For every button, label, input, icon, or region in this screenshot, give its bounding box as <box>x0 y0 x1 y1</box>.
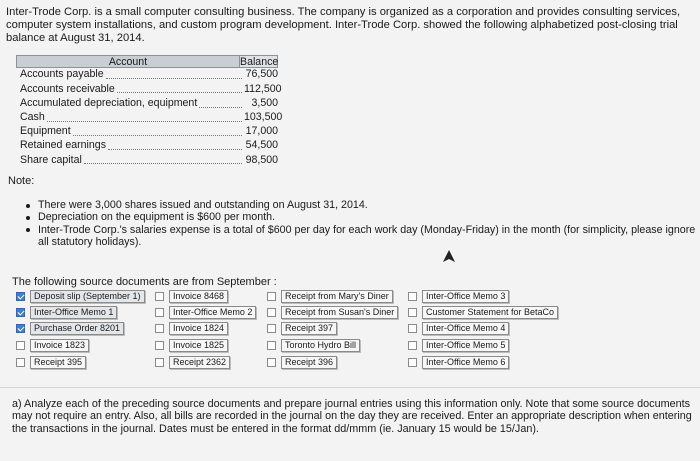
checkbox[interactable] <box>16 308 25 317</box>
balance-column-header: Balance <box>240 56 279 68</box>
checkbox[interactable] <box>16 358 25 367</box>
account-name: Accounts receivable <box>20 82 115 95</box>
source-doc-label[interactable]: Receipt from Susan's Diner <box>281 306 398 319</box>
account-name: Equipment <box>20 125 71 138</box>
account-balance: 54,500 <box>245 139 278 152</box>
mouse-cursor-icon <box>443 250 455 262</box>
source-doc-label[interactable]: Invoice 1824 <box>169 322 228 335</box>
checkbox[interactable] <box>408 324 417 333</box>
source-doc-label[interactable]: Invoice 1823 <box>30 339 89 352</box>
account-balance: 112,500 <box>244 82 282 95</box>
source-doc-inter-office-memo-5[interactable] <box>408 339 509 352</box>
checkbox[interactable] <box>155 292 164 301</box>
source-doc-deposit-slip[interactable] <box>16 290 145 303</box>
table-row <box>16 82 282 96</box>
source-documents-title: The following source documents are from September : <box>12 276 277 288</box>
checkbox[interactable] <box>408 308 417 317</box>
source-doc-receipt-marys-diner[interactable] <box>267 290 393 303</box>
account-balance: 103,500 <box>244 111 283 124</box>
source-doc-receipt-397[interactable] <box>267 322 337 335</box>
source-doc-label[interactable]: Invoice 1825 <box>169 339 228 352</box>
source-doc-label[interactable]: Customer Statement for BetaCo <box>422 306 558 319</box>
source-doc-inter-office-memo-6[interactable] <box>408 356 509 369</box>
source-doc-label[interactable]: Receipt 397 <box>281 322 337 335</box>
trial-balance-table <box>16 55 283 167</box>
section-divider <box>0 387 700 388</box>
checkbox[interactable] <box>267 292 276 301</box>
source-doc-receipt-396[interactable] <box>267 356 337 369</box>
account-balance: 98,500 <box>245 153 278 166</box>
checkbox[interactable] <box>408 358 417 367</box>
account-balance: 3,500 <box>251 96 278 109</box>
table-row <box>16 96 278 110</box>
source-doc-label[interactable]: Receipt 2362 <box>169 356 230 369</box>
source-doc-receipt-395[interactable] <box>16 356 86 369</box>
note-item: Depreciation on the equipment is $600 per month. <box>22 211 700 223</box>
checkbox[interactable] <box>155 358 164 367</box>
source-doc-inter-office-memo-2[interactable] <box>155 306 256 319</box>
account-name: Retained earnings <box>20 139 106 152</box>
checkbox[interactable] <box>16 324 25 333</box>
source-doc-inter-office-memo-4[interactable] <box>408 322 509 335</box>
checkbox[interactable] <box>16 292 25 301</box>
table-row <box>16 111 283 125</box>
account-name: Cash <box>20 111 45 124</box>
account-name: Accumulated depreciation, equipment <box>20 96 198 109</box>
source-doc-label[interactable]: Toronto Hydro Bill <box>281 339 360 352</box>
account-name: Accounts payable <box>20 68 104 81</box>
checkbox[interactable] <box>16 341 25 350</box>
source-doc-label[interactable]: Inter-Office Memo 2 <box>169 306 256 319</box>
checkbox[interactable] <box>267 308 276 317</box>
question-text: a) Analyze each of the preceding source documents and prepare journal entries using this information only. Note that some source documents may not require an entry. Also, all bills are recorded in the journal on the day they are received. Enter an appropriate description when entering the transactions in the journal. Dates must be entered in the format dd/mmm (ie. January 15 would be 15/Jan). <box>12 398 692 435</box>
note-label: Note: <box>8 175 35 187</box>
checkbox[interactable] <box>155 341 164 350</box>
table-row <box>16 68 278 82</box>
source-doc-label[interactable]: Inter-Office Memo 4 <box>422 322 509 335</box>
account-balance: 76,500 <box>245 68 278 81</box>
source-doc-invoice-1824[interactable] <box>155 322 228 335</box>
trial-balance-header <box>16 55 278 68</box>
source-doc-receipt-susans-diner[interactable] <box>267 306 398 319</box>
source-doc-label[interactable]: Inter-Office Memo 1 <box>30 306 117 319</box>
table-row <box>16 139 278 153</box>
source-doc-customer-statement-betaco[interactable] <box>408 306 558 319</box>
source-doc-label[interactable]: Receipt 395 <box>30 356 86 369</box>
source-doc-label[interactable]: Purchase Order 8201 <box>30 322 124 335</box>
source-doc-purchase-order-8201[interactable] <box>16 322 124 335</box>
source-doc-label[interactable]: Deposit slip (September 1) <box>30 290 145 303</box>
checkbox[interactable] <box>408 341 417 350</box>
note-item: Inter-Trode Corp.'s salaries expense is a total of $600 per day for each work day (Monday-Friday) in the month (for simplicity, please ignore all statutory holidays). <box>22 224 700 249</box>
source-doc-label[interactable]: Inter-Office Memo 5 <box>422 339 509 352</box>
source-doc-invoice-8468[interactable] <box>155 290 228 303</box>
checkbox[interactable] <box>155 324 164 333</box>
source-doc-inter-office-memo-3[interactable] <box>408 290 509 303</box>
source-doc-invoice-1825[interactable] <box>155 339 228 352</box>
source-doc-label[interactable]: Receipt from Mary's Diner <box>281 290 393 303</box>
source-doc-inter-office-memo-1[interactable] <box>16 306 117 319</box>
table-row <box>16 153 278 167</box>
checkbox[interactable] <box>155 308 164 317</box>
checkbox[interactable] <box>267 324 276 333</box>
source-doc-receipt-2362[interactable] <box>155 356 230 369</box>
account-balance: 17,000 <box>245 125 278 138</box>
note-item: There were 3,000 shares issued and outstanding on August 31, 2014. <box>22 199 700 211</box>
table-row <box>16 125 278 139</box>
checkbox[interactable] <box>267 341 276 350</box>
intro-paragraph: Inter-Trode Corp. is a small computer consulting business. The company is organized as a corporation and provides consulting services, computer system installations, and custom program development. Inter-Trode Corp. showed the following alphabetized post-closing trial balance at August 31, 2014. <box>6 6 681 45</box>
account-name: Share capital <box>20 153 82 166</box>
source-doc-invoice-1823[interactable] <box>16 339 89 352</box>
checkbox[interactable] <box>408 292 417 301</box>
notes-list <box>22 199 700 249</box>
source-doc-label[interactable]: Invoice 8468 <box>169 290 228 303</box>
source-doc-label[interactable]: Receipt 396 <box>281 356 337 369</box>
source-doc-label[interactable]: Inter-Office Memo 3 <box>422 290 509 303</box>
source-doc-toronto-hydro-bill[interactable] <box>267 339 360 352</box>
checkbox[interactable] <box>267 358 276 367</box>
source-doc-label[interactable]: Inter-Office Memo 6 <box>422 356 509 369</box>
account-column-header: Account <box>16 55 240 68</box>
